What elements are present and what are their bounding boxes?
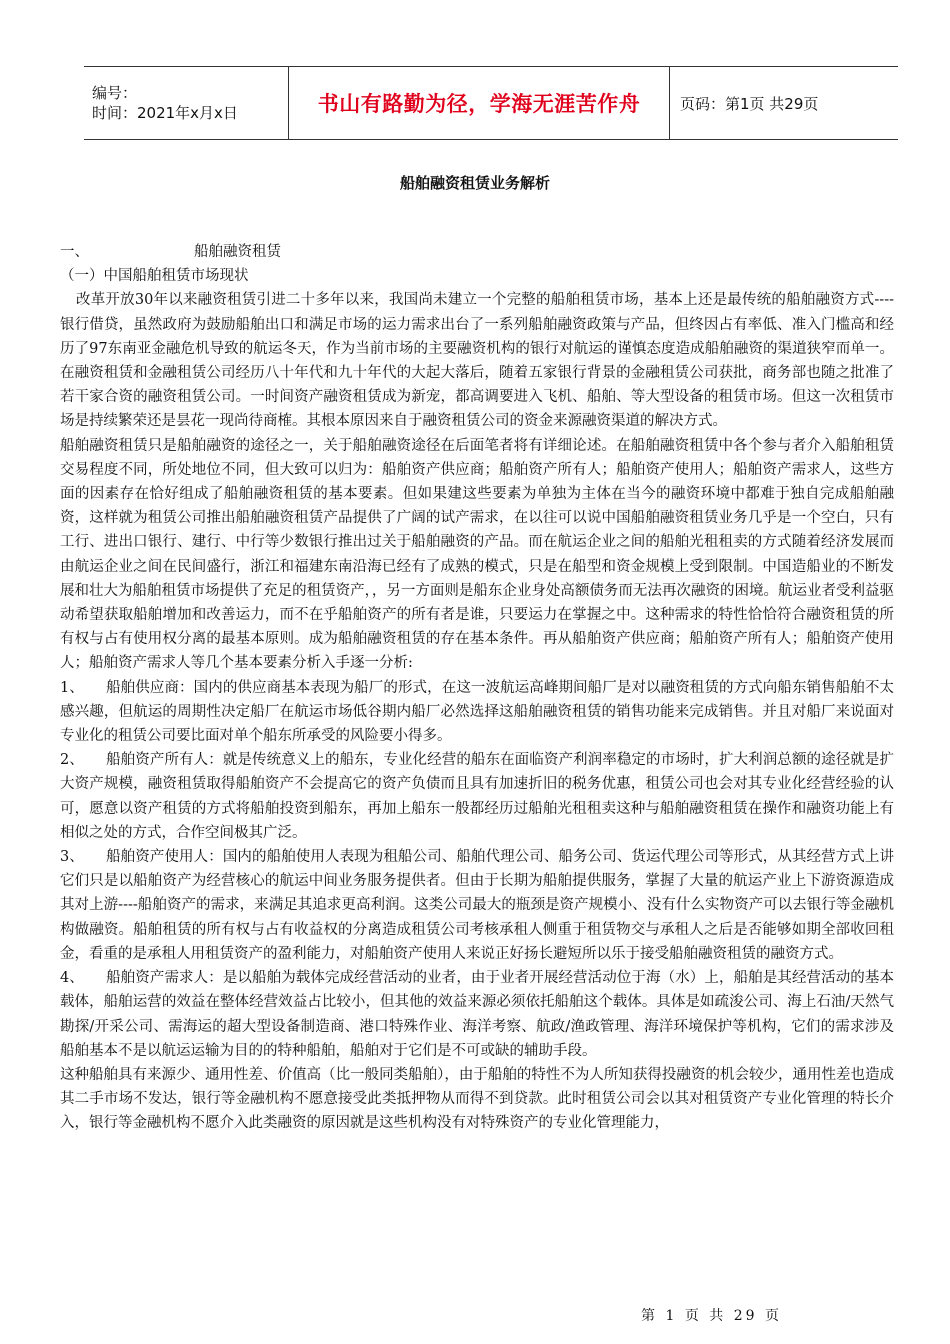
list-item (60, 748, 894, 845)
list-item-text: 船舶资产需求人：是以船舶为载体完成经营活动的业者，由于业者开展经营活动位于海（水）上，船舶是其经营活动的基本载体，船舶运营的效益在整体经营效益占比较小，但其他的效益来源必须依托船舶这个载体。具体是如疏浚公司、海上石油/天然气勘探/开采公司、需海运的超大型设备制造商、港口特殊作业、海洋考察、航政/渔政管理、海洋环境保护等机构，它们的需求涉及船舶基本不是以航运运输为目的的特种船舶，船舶对于它们是不可或缺的辅助手段。 (60, 970, 894, 1059)
paragraph: 改革开放30年以来融资租赁引进二十多年以来，我国尚未建立一个完整的船舶租赁市场，基本上还是最传统的船舶融资方式----银行借贷，虽然政府为鼓励船舶出口和满足市场的运力需求出台了一系列船舶融资政策与产品，但终因占有率低、准入门槛高和经历了97东南亚金融危机导致的航运冬天，作为当前市场的主要融资机构的银行对航运的谨慎态度造成船舶融资的渠道狭窄而单一。在融资租赁和金融租赁公司经历八十年代和九十年代的大起大落后，随着五家银行背景的金融租赁公司获批，商务部也随之批准了若干家合资的融资租赁公司。一时间资产融资租赁成为新宠，都高调要进入飞机、船舶、等大型设备的租赁市场。但这一次租赁市场是持续繁荣还是昙花一现尚待商榷。其根本原因来自于融资租赁公司的资金来源融资渠道的解决方式。 (60, 292, 894, 430)
list-item-number: 2、 (60, 752, 84, 769)
document-title: 船舶融资租赁业务解析 (399, 174, 550, 192)
time-label: 时间：2021年x月x日 (92, 104, 238, 122)
paragraph: 船舶融资租赁只是船舶融资的途径之一，关于船舶融资途径在后面笔者将有详细论述。在船舶融资租赁中各个参与者介入船舶租赁交易程度不同，所处地位不同，但大致可以归为：船舶资产供应商；船舶资产所有人；船舶资产使用人；船舶资产需求人，这些方面的因素存在恰好组成了船舶融资租赁的基本要素。但如果建这些要素为单独为主体在当今的融资环境中都难于独自完成船舶融资，这样就为租赁公司推出船舶融资租赁产品提供了广阔的试产需求，在以往可以说中国船舶融资租赁业务几乎是一个空白，只有工行、进出口银行、建行、中行等少数银行推出过关于船舶融资的产品。而在航运企业之间的船舶光租租卖的方式随着经济发展而由航运企业之间在民间盛行，浙江和福建东南沿海已经有了成熟的模式，只是在船型和资金规模上受到限制。中国造船业的不断发展和壮大为船舶租赁市场提供了充足的租赁资产，，另一方面则是船东企业身处高额债务而无法再次融资的困境。航运业者受利益驱动希望获取船舶增加和改善运力，而不在乎船舶资产的所有者是谁，只要运力在掌握之中。这种需求的特性恰恰符合融资租赁的所有权与占有使用权分离的最基本原则。成为船舶融资租赁的存在基本条件。再从船舶资产供应商；船舶资产所有人；船舶资产使用人；船舶资产需求人等几个基本要素分析入手逐一分析: (60, 437, 894, 672)
list-item (60, 966, 894, 1063)
list-item (60, 676, 894, 749)
subsection-heading: （一）中国船舶租赁市场现状 (60, 268, 249, 285)
section-title: 船舶融资租赁 (194, 244, 281, 260)
list-item-text: 船舶资产所有人：就是传统意义上的船东，专业化经营的船东在面临资产利润率稳定的市场时，扩大利润总额的途径就是扩大资产规模，融资租赁取得船舶资产不会提高它的资产负债而且具有加速折旧的税务优惠，租赁公司也会对其专业化经营经验的认可，愿意以资产租赁的方式将船舶投资到船东，再加上船东一般都经历过船舶光租租卖这种与船舶融资租赁在操作和融资功能上有相似之处的方式，合作空间极其广泛。 (60, 752, 894, 841)
list-item (60, 845, 894, 966)
code-label: 编号： (92, 84, 138, 102)
list-item-number: 3、 (60, 849, 84, 866)
list-item-text: 船舶供应商：国内的供应商基本表现为船厂的形式，在这一波航运高峰期间船厂是对以融资租赁的方式向船东销售船舶不太感兴趣，但航运的周期性决定船厂在航运市场低谷期内船厂必然选择这船舶融资租赁的销售功能来完成销售。并且对船厂来说面对专业化的租赁公司要比面对单个船东所承受的风险要小得多。 (60, 679, 894, 745)
header-meta (84, 67, 289, 140)
motto: 书山有路勤为径，学海无涯苦作舟 (317, 92, 641, 116)
list-item-number: 4、 (60, 970, 84, 987)
section-heading (60, 240, 894, 264)
header-table (84, 66, 898, 140)
list-item-text: 船舶资产使用人：国内的船舶使用人表现为租船公司、船舶代理公司、船务公司、货运代理公司等形式，从其经营方式上讲它们只是以船舶资产为经营核心的航运中间业务服务提供者。但由于长期为船舶提供服务，掌握了大量的航运产业上下游资源造成其对上游----船舶资产的需求，来满足其追求更高利润。这类公司最大的瓶颈是资产规模小、没有什么实物资产可以去银行等金融机构做融资。船舶租赁的所有权与占有收益权的分离造成租赁公司考核承租人侧重于租赁物交与承租人之后是否能够如期全部收回租金，看重的是承租人用租赁资产的盈利能力，对船舶资产使用人来说正好扬长避短所以乐于接受船舶融资租赁的融资方式。 (60, 849, 894, 962)
list-item-number: 1、 (60, 679, 84, 696)
page-info: 页码：第1页 共29页 (680, 94, 819, 113)
page-footer: 第 1 页 共 29 页 (641, 1308, 782, 1324)
paragraph: 这种船舶具有来源少、通用性差、价值高（比一般同类船舶），由于船舶的特性不为人所知获得投融资的机会较少，通用性差也造成其二手市场不发达，银行等金融机构不愿意接受此类抵押物从而得不到贷款。此时租赁公司会以其对租赁资产专业化管理的特长介入，银行等金融机构不愿介入此类融资的原因就是这些机构没有对特殊资产的专业化管理能力， (60, 1066, 894, 1132)
header-motto-cell (289, 67, 670, 140)
section-number: 一、 (60, 244, 89, 260)
document-body (60, 240, 894, 1136)
